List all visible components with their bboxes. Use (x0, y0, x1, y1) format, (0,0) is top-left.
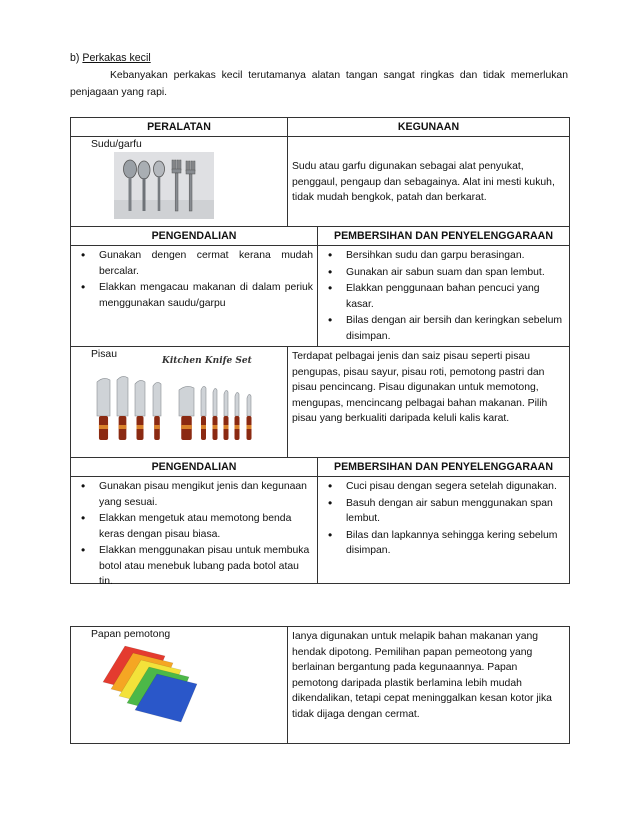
table-row-sudu-care (71, 245, 569, 346)
knife-pembersihan-list (322, 479, 565, 559)
list-item: • Gunakan dengen cermat kerana mudah bercalar. (99, 248, 313, 279)
list-item: • Elakkan mengacau makanan di dalam periuk menggunakan saudu/garpu (99, 280, 313, 311)
section-heading (70, 52, 151, 64)
knife-handle-band (235, 425, 240, 429)
heading-prefix: b) (70, 52, 83, 64)
knife-pengendalian-cell (71, 477, 317, 587)
list-item: • Basuh dengan air sabun menggunakan span lembut. (346, 496, 565, 527)
knife-handle-band (201, 425, 206, 429)
knife-handle-band (154, 425, 160, 429)
table-row-pisau (71, 346, 569, 457)
board-use: Ianya digunakan untuk melapik bahan makanan yang hendak dipotong. Pemilihan papan pemeotong yang berlainan bergantung pada kegunaannya. Papan pemotong daripada plastik berlamina lebih mudah dikendalikan, tetapi cepat meninggalkan kesan kotor jika tidak dijaga dengan cermat. (287, 627, 569, 743)
tools-table (70, 117, 570, 587)
cutting-board-table (70, 626, 570, 744)
list-item: • Bilas dengan air bersih dan keringkan sebelum disimpan. (346, 313, 565, 344)
col-pengendalian-2: PENGENDALIAN (151, 461, 237, 473)
knife-blade (224, 390, 228, 416)
table-subheader-row (71, 226, 569, 245)
knives-illustration (87, 360, 265, 448)
list-item: • Bilas dan lapkannya sehingga kering sebelum disimpan. (346, 528, 565, 559)
table-row-sudu (71, 136, 569, 226)
knife-blade (153, 382, 161, 416)
knife-set-image (87, 356, 265, 448)
table-header-row (71, 118, 569, 136)
col-peralatan: PERALATAN (147, 121, 211, 133)
board-item-cell (71, 627, 287, 743)
knife-blade (117, 376, 128, 416)
knife-pengendalian-list (75, 479, 313, 590)
knife-blade (179, 386, 194, 416)
knife-handle-band (247, 425, 252, 429)
table-row-papan (71, 627, 569, 743)
col-pembersihan-2: PEMBERSIHAN DAN PENYELENGGARAAN (317, 458, 569, 476)
knife-blade (235, 392, 239, 416)
knife-handle-band (213, 425, 218, 429)
knife-name: Pisau (91, 349, 117, 360)
heading-title: Perkakas kecil (82, 52, 151, 64)
list-item: • Gunakan air sabun suam dan span lembut. (346, 265, 565, 281)
item-cell (71, 137, 287, 226)
knife-handle-band (224, 425, 229, 429)
board-name: Papan pemotong (91, 629, 171, 640)
intro-paragraph: Kebanyakan perkakas kecil terutamanya alatan tangan sangat ringkas dan tidak memerlukan penjagaan yang rapi. (70, 70, 568, 98)
knife-image-title: Kitchen Knife Set (162, 356, 252, 366)
knife-blade (213, 388, 217, 416)
list-item: • Bersihkan sudu dan garpu berasingan. (346, 248, 565, 264)
pembersihan-cell (317, 246, 569, 346)
knife-pembersihan-cell (317, 477, 569, 583)
col-pembersihan: PEMBERSIHAN DAN PENYELENGGARAAN (317, 227, 569, 245)
knife-handle-band (181, 425, 192, 429)
knife-blade (97, 378, 110, 416)
item-use: Sudu atau garfu digunakan sebagai alat penyukat, penggaul, pengaup dan sebagainya. Alat ini mesti kukuh, tidak mudah bengkok, patah dan berkarat. (287, 137, 569, 226)
col-pengendalian: PENGENDALIAN (151, 230, 237, 242)
col-kegunaan: KEGUNAAN (287, 118, 569, 136)
list-item: • Gunakan pisau mengikut jenis dan kegunaan yang sesuai. (99, 479, 313, 510)
knife-handle-band (99, 425, 108, 429)
cutlery-illustration (114, 152, 214, 219)
pengendalian-list (75, 248, 313, 311)
list-item: • Elakkan mengetuk atau memotong benda keras dengan pisau biasa. (99, 511, 313, 542)
item-name: Sudu/garfu (91, 139, 142, 150)
knife-handle-band (137, 425, 144, 429)
cutting-board-illustration (95, 640, 205, 732)
knife-blade (135, 380, 145, 416)
list-item: • Elakkan penggunaan bahan pencuci yang kasar. (346, 281, 565, 312)
knife-use: Terdapat pelbagai jenis dan saiz pisau seperti pisau pengupas, pisau sayur, pisau roti, pemotong pastri dan pisau pencincang. Pisau digunakan untuk memotong, mengupas, mencincang pelbagai bahan makanan. Pilih pisau yang berkualiti daripada keluli kalis karat. (287, 347, 569, 457)
cutlery-image (114, 152, 214, 219)
table-row-pisau-care (71, 476, 569, 587)
table-subheader-row-2 (71, 457, 569, 476)
pembersihan-list (322, 248, 565, 344)
knife-blade (201, 386, 206, 416)
knife-handle-band (119, 425, 127, 429)
knife-item-cell (71, 347, 287, 457)
knife-blade (247, 394, 251, 416)
list-item: • Cuci pisau dengan segera setelah digunakan. (346, 479, 565, 495)
pengendalian-cell (71, 246, 317, 346)
list-item: • Elakkan menggunakan pisau untuk membuka botol atau menebuk lubang pada botol atau tin. (99, 543, 313, 590)
